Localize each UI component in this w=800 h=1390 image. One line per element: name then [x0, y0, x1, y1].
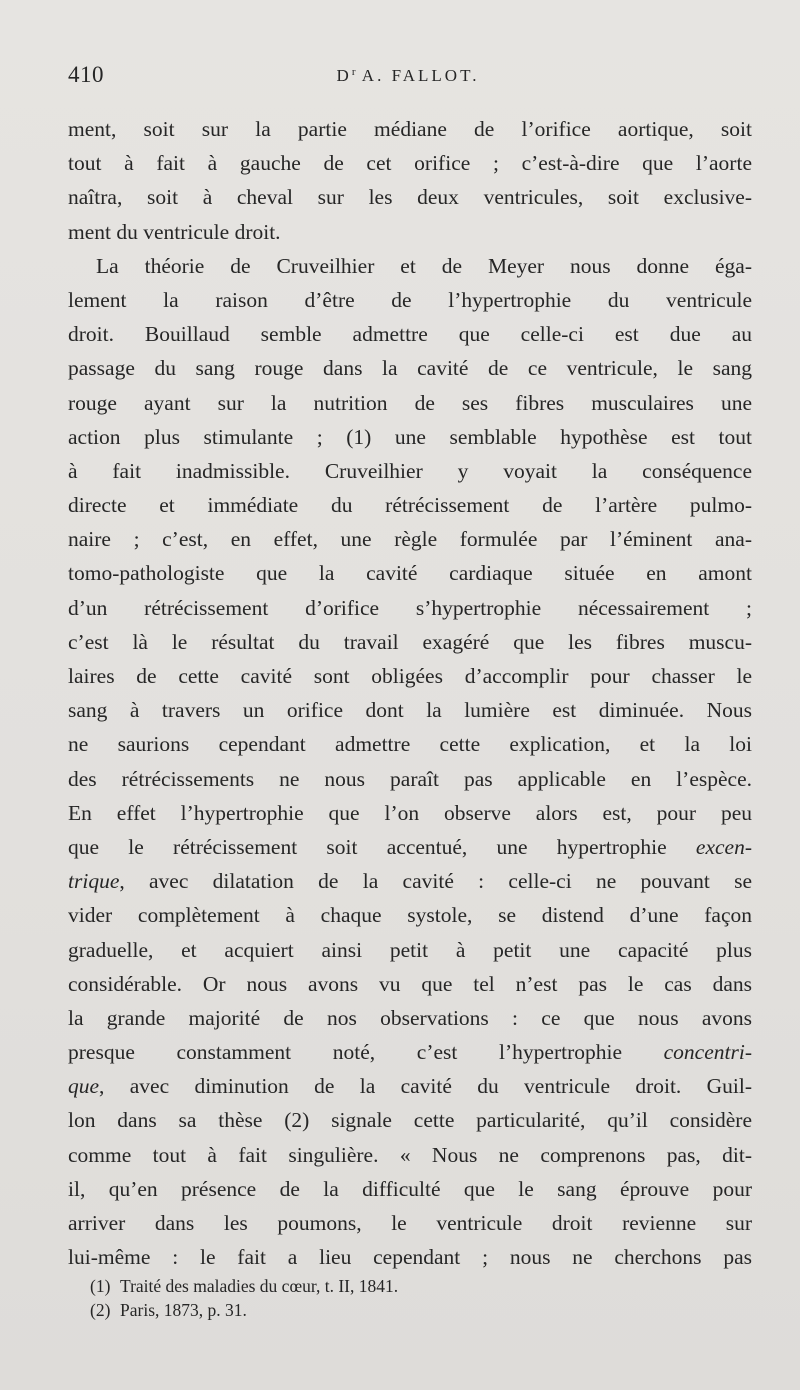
footnotes — [90, 1274, 730, 1322]
text-line: arriver dans les poumons, le ventricule droit revienne sur — [68, 1211, 752, 1235]
text-line: lon dans sa thèse (2) signale cette particularité, qu’il considère — [68, 1108, 752, 1133]
text-line: lui-même : le fait a lieu cependant ; nous ne cherchons pas — [68, 1245, 752, 1270]
author-prefix: D — [336, 66, 352, 85]
text-line: trique, avec dilatation de la cavité : celle-ci ne pouvant se — [68, 869, 752, 894]
text-line: lement la raison d’être de l’hypertrophie du ventricule — [68, 287, 752, 312]
author-prefix-superscript: r — [351, 66, 356, 78]
page-header — [68, 62, 748, 96]
text-line: considérable. Or nous avons vu que tel n’est pas le cas dans — [68, 971, 752, 996]
running-head — [68, 66, 748, 86]
footnote-mark: (1) — [90, 1276, 111, 1296]
footnote-text: Paris, 1873, p. 31. — [120, 1300, 247, 1320]
text-line: action plus stimulante ; (1) une semblable hypothèse est tout — [68, 424, 752, 449]
author-name: A. FALLOT. — [361, 66, 480, 85]
text-line: naire ; c’est, en effet, une règle formulée par l’éminent ana- — [68, 527, 752, 552]
text-line: passage du sang rouge dans la cavité de ce ventricule, le sang — [68, 356, 752, 381]
body-text — [68, 112, 752, 1274]
footnote — [90, 1298, 730, 1322]
italic-word: excen- — [695, 834, 753, 859]
text-line: La théorie de Cruveilhier et de Meyer nous donne éga- — [96, 253, 752, 278]
text-line: En effet l’hypertrophie que l’on observe alors est, pour peu — [68, 800, 752, 825]
footnote-mark: (2) — [90, 1300, 111, 1320]
text-line: directe et immédiate du rétrécissement de l’artère pulmo- — [68, 493, 752, 518]
page-number: 410 — [68, 62, 104, 87]
text-line: la grande majorité de nos observations : ce que nous avons — [68, 1005, 752, 1030]
text-line: laires de cette cavité sont obligées d’accomplir pour chasser le — [68, 664, 752, 688]
text-line: naîtra, soit à cheval sur les deux ventricules, soit exclusive- — [68, 185, 752, 210]
text-line: que le rétrécissement soit accentué, une hypertrophie excen- — [68, 834, 753, 859]
text-line: des rétrécissements ne nous paraît pas applicable en l’espèce. — [68, 766, 752, 791]
text-line: ment, soit sur la partie médiane de l’orifice aortique, soit — [68, 117, 752, 141]
text-line: d’un rétrécissement d’orifice s’hypertrophie nécessairement ; — [68, 595, 752, 620]
text-line: comme tout à fait singulière. « Nous ne comprenons pas, dit- — [68, 1142, 752, 1167]
text-line: presque constamment noté, c’est l’hypertrophie concentri- — [68, 1040, 752, 1065]
italic-word: concentri- — [663, 1040, 752, 1065]
text-line: tomo-pathologiste que la cavité cardiaque située en amont — [68, 561, 752, 586]
text-line: à fait inadmissible. Cruveilhier y voyait la conséquence — [68, 458, 752, 483]
text-line: ment du ventricule droit. — [68, 219, 281, 244]
text-line: rouge ayant sur la nutrition de ses fibres musculaires une — [68, 390, 752, 415]
text-line: droit. Bouillaud semble admettre que celle-ci est due au — [68, 322, 752, 347]
text-line: c’est là le résultat du travail exagéré que les fibres muscu- — [68, 629, 752, 654]
italic-word: trique — [68, 869, 120, 894]
italic-word: que — [68, 1074, 100, 1099]
text-line: sang à travers un orifice dont la lumière est diminuée. Nous — [68, 698, 752, 723]
footnote-text: Traité des maladies du cœur, t. II, 1841. — [120, 1276, 399, 1296]
text-line: graduelle, et acquiert ainsi petit à petit une capacité plus — [68, 937, 752, 962]
text-line: il, qu’en présence de la difficulté que le sang éprouve pour — [68, 1176, 752, 1201]
text-line: tout à fait à gauche de cet orifice ; c’est-à-dire que l’aorte — [68, 151, 752, 176]
text-line: que, avec diminution de la cavité du ventricule droit. Guil- — [68, 1074, 752, 1099]
footnote — [90, 1274, 730, 1298]
text-line: vider complètement à chaque systole, se distend d’une façon — [68, 903, 752, 928]
text-line: ne saurions cependant admettre cette explication, et la loi — [68, 732, 752, 757]
